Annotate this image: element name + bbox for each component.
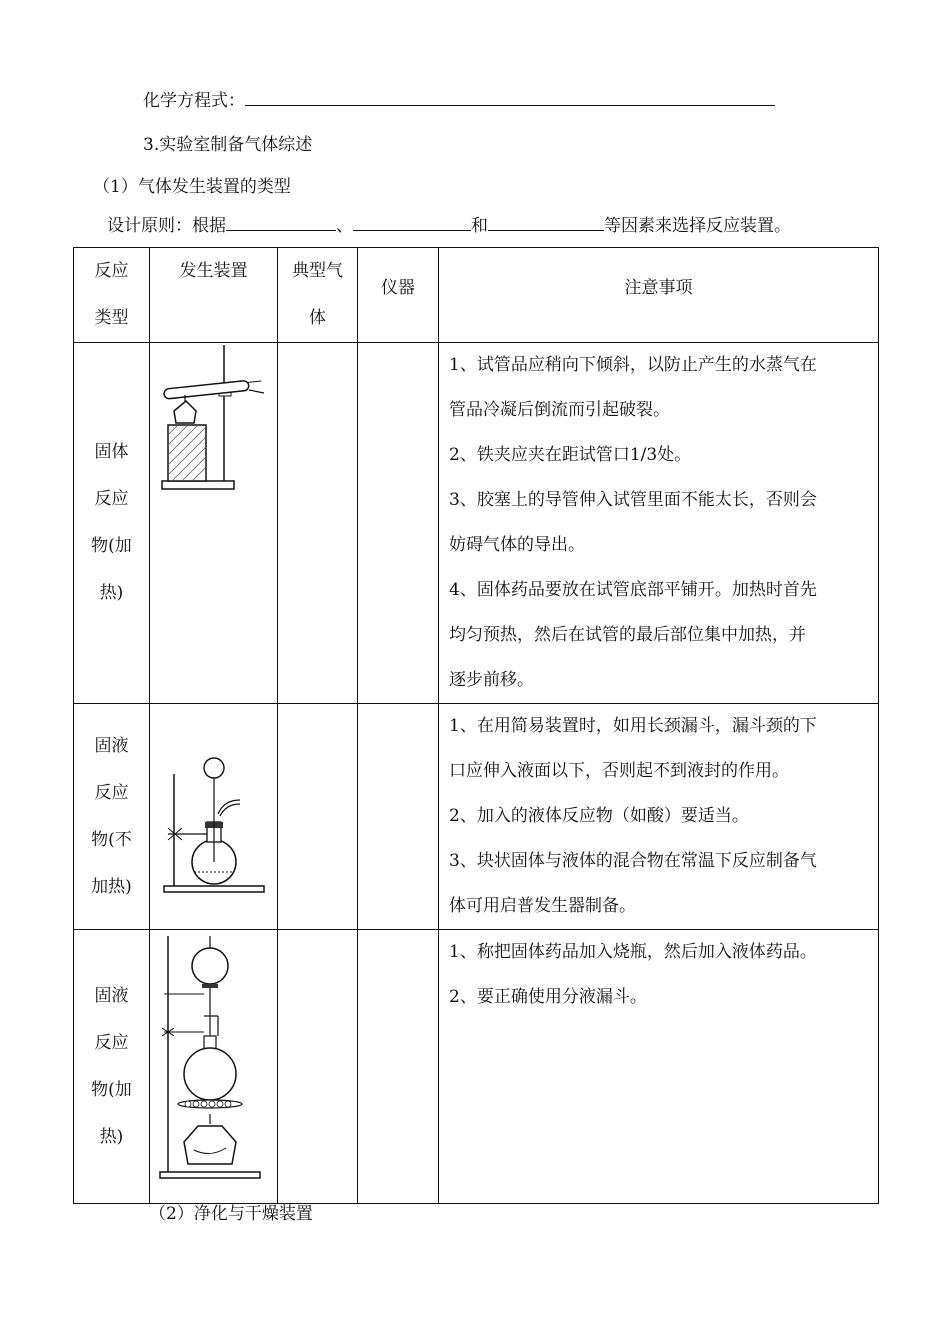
subsection-title-1: （1）气体发生装置的类型: [93, 177, 291, 197]
design-sep-1: 、: [336, 216, 353, 236]
table-row: [74, 704, 879, 930]
table-row: [74, 930, 879, 1204]
solid-liquid-no-heat-apparatus-icon: [154, 734, 274, 904]
equation-line: [143, 86, 775, 111]
notes-cell: 1、在用简易装置时，如用长颈漏斗，漏斗颈的下 口应伸入液面以下，否则起不到液封的作用。 2、加入的液体反应物（如酸）要适当。 3、块状固体与液体的混合物在常温下反应制备气 体可用启普发生器制备。: [439, 704, 879, 930]
solid-heating-apparatus-icon: [154, 343, 274, 503]
design-sep-2: 和: [471, 216, 488, 236]
subsection-title-2: （2）净化与干燥装置: [149, 1204, 313, 1224]
apparatus-cell: [150, 704, 278, 930]
gas-generator-table: [73, 247, 879, 1204]
equation-label: 化学方程式：: [143, 91, 245, 111]
apparatus-cell: [150, 930, 278, 1204]
notes-cell: 1、称把固体药品加入烧瓶，然后加入液体药品。 2、要正确使用分液漏斗。: [439, 930, 879, 1204]
design-principle-line: [107, 211, 791, 236]
reaction-type-cell: 固液 反应 物(不 加热): [74, 704, 150, 930]
design-blank-1: [226, 212, 336, 231]
header-instrument: 仪器: [358, 248, 439, 343]
instrument-cell: [358, 343, 439, 704]
header-notes: 注意事项: [439, 248, 879, 343]
header-typical-gas: 典型气 体: [278, 248, 358, 343]
header-apparatus: 发生装置: [150, 248, 278, 343]
table-row: [74, 343, 879, 704]
typical-gas-cell: [278, 930, 358, 1204]
solid-liquid-heating-apparatus-icon: [154, 936, 274, 1186]
typical-gas-cell: [278, 704, 358, 930]
apparatus-cell: [150, 343, 278, 704]
notes-cell: 1、试管品应稍向下倾斜，以防止产生的水蒸气在 管品冷凝后倒流而引起破裂。 2、铁夹应夹在距试管口1/3处。 3、胶塞上的导管伸入试管里面不能太长，否则会 妨碍气体的导出。 4、固体药品要放在试管底部平铺开。加热时首先 均匀预热，然后在试管的最后部位集中加热，并 逐步前移。: [439, 343, 879, 704]
design-blank-2: [353, 212, 471, 231]
equation-blank: [245, 87, 775, 106]
instrument-cell: [358, 930, 439, 1204]
design-blank-3: [488, 212, 604, 231]
instrument-cell: [358, 704, 439, 930]
header-reaction-type: 反应 类型: [74, 248, 150, 343]
typical-gas-cell: [278, 343, 358, 704]
design-suffix: 等因素来选择反应装置。: [604, 216, 791, 236]
reaction-type-cell: 固液 反应 物(加 热): [74, 930, 150, 1204]
design-prefix: 设计原则：根据: [107, 216, 226, 236]
table-header-row: [74, 248, 879, 343]
section-title: 3.实验室制备气体综述: [143, 135, 313, 155]
reaction-type-cell: 固体 反应 物(加 热): [74, 343, 150, 704]
